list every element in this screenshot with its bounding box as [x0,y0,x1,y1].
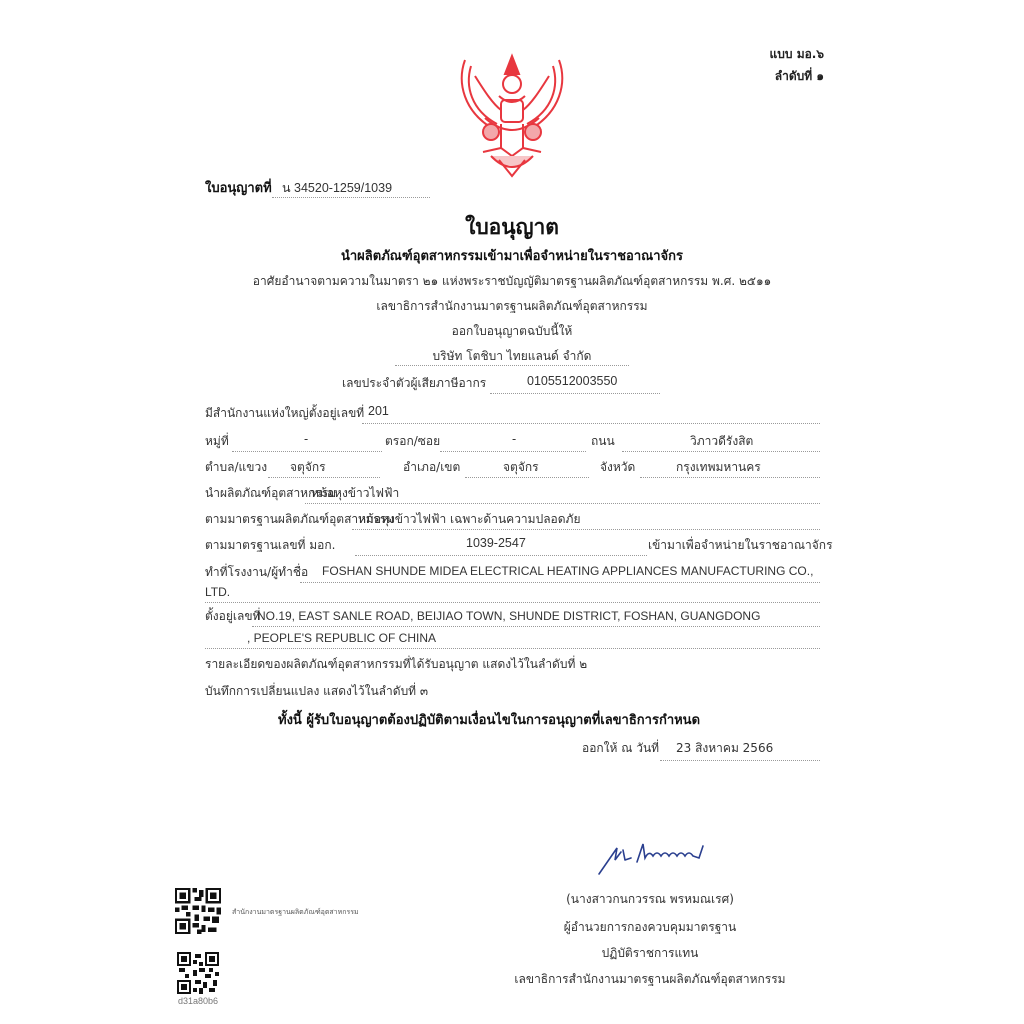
issue-date-underline [660,760,820,761]
document-subtitle: นำผลิตภัณฑ์อุตสาหกรรมเข้ามาเพื่อจำหน่ายในราชอาณาจักร [341,249,683,264]
location-underline-1 [252,626,820,627]
tax-id-underline [490,393,660,394]
standard-underline [352,529,820,530]
issuer-line: เลขาธิการสำนักงานมาตรฐานผลิตภัณฑ์อุตสาหกรรม [376,299,648,313]
product-underline [305,503,820,504]
district-label: อำเภอ/เขต [403,460,461,474]
subdistrict-value: จตุจักร [290,460,326,474]
district-value: จตุจักร [503,460,539,474]
license-no-value: น 34520-1259/1039 [282,181,393,195]
changes-note: บันทึกการเปลี่ยนแปลง แสดงไว้ในลำดับที่ ๓ [205,684,429,698]
form-code-text: แบบ มอ.๖ [769,47,824,61]
location-underline-2 [205,648,820,649]
moo-label: หมู่ที่ [205,434,229,448]
issue-date-value: 23 สิงหาคม 2566 [676,741,774,755]
soi-label: ตรอก/ซอย [385,434,441,448]
product-value: หม้อหุงข้าวไฟฟ้า [311,486,400,500]
standard-no-value: 1039-2547 [466,536,526,550]
soi-underline [440,451,586,452]
manufacturer-line2: LTD. [205,585,231,599]
company-name: บริษัท โตชิบา ไทยแลนด์ จำกัด [432,349,592,363]
manufacturer-label: ทำที่โรงงาน/ผู้ทำชื่อ [205,565,309,579]
document-code: d31a80b6 [178,996,219,1006]
signature-image [595,838,725,878]
soi-value: - [512,432,517,446]
province-underline [640,477,820,478]
qr-code-icon[interactable] [175,888,221,934]
location-label: ตั้งอยู่เลขที่ [205,609,261,623]
condition-note: ทั้งนี้ ผู้รับใบอนุญาตต้องปฏิบัติตามเงื่อนไขในการอนุญาตที่เลขาธิการกำหนด [278,713,701,728]
issue-date-label: ออกให้ ณ วันที่ [582,741,660,755]
sequence-text: ลำดับที่ ๑ [774,69,824,83]
details-note: รายละเอียดของผลิตภัณฑ์อุตสาหกรรมที่ได้รับอนุญาต แสดงไว้ในลำดับที่ ๒ [205,657,588,671]
license-no-label: ใบอนุญาตที่ [205,181,272,196]
company-underline [395,365,629,366]
signatory-position: ผู้อำนวยการกองควบคุมมาตรฐาน [563,920,737,934]
license-no-underline [272,197,430,198]
standard-value: หม้อหุงข้าวไฟฟ้า เฉพาะด้านความปลอดภัย [358,512,581,526]
head-office-value: 201 [368,404,389,418]
standard-no-underline [355,555,647,556]
subdistrict-underline [268,477,380,478]
road-label: ถนน [591,434,615,448]
tax-id-label: เลขประจำตัวผู้เสียภาษีอากร [342,376,487,390]
district-underline [465,477,589,478]
standard-no-label: ตามมาตรฐานเลขที่ มอก. [205,538,336,552]
location-line2: , PEOPLE'S REPUBLIC OF CHINA [247,631,437,645]
tax-id-value: 0105512003550 [527,374,618,388]
manufacturer-line1: FOSHAN SHUNDE MIDEA ELECTRICAL HEATING APPLIANCES MANUFACTURING CO., [322,564,814,578]
road-underline [622,451,820,452]
signatory-name: (นางสาวกนกวรรณ พรหมณเรศ) [566,892,734,906]
signatory-on-behalf: เลขาธิการสำนักงานมาตรฐานผลิตภัณฑ์อุตสาหกรรม [514,972,786,986]
manufacturer-underline-1 [300,582,820,583]
head-office-label: มีสำนักงานแห่งใหญ่ตั้งอยู่เลขที่ [205,406,365,420]
location-line1: NO.19, EAST SANLE ROAD, BEIJIAO TOWN, SHUNDE DISTRICT, FOSHAN, GUANGDONG [257,609,761,623]
manufacturer-underline-2 [205,602,820,603]
standard-label: ตามมาตรฐานผลิตภัณฑ์อุตสาหกรรม [205,512,395,526]
document-title: ใบอนุญาต [465,215,559,239]
garuda-emblem-icon [455,52,569,180]
subdistrict-label: ตำบล/แขวง [205,460,268,474]
moo-value: - [304,432,309,446]
province-value: กรุงเทพมหานคร [676,460,761,474]
province-label: จังหวัด [600,460,636,474]
authority-line: อาศัยอำนาจตามความในมาตรา ๒๑ แห่งพระราชบัญญัติมาตรฐานผลิตภัณฑ์อุตสาหกรรม พ.ศ. ๒๕๑๑ [252,274,772,288]
head-office-underline [362,423,820,424]
qr-caption: สำนักงานมาตรฐานผลิตภัณฑ์อุตสาหกรรม [232,908,359,916]
road-value: วิภาวดีรังสิต [690,434,754,448]
issue-to-line: ออกใบอนุญาตฉบับนี้ให้ [451,324,573,338]
moo-underline [232,451,382,452]
qr-code-secondary-icon[interactable] [177,952,219,994]
signatory-acting: ปฏิบัติราชการแทน [601,946,699,960]
standard-no-suffix: เข้ามาเพื่อจำหน่ายในราชอาณาจักร [648,538,833,552]
product-label: นำผลิตภัณฑ์อุตสาหกรรม [205,486,337,500]
